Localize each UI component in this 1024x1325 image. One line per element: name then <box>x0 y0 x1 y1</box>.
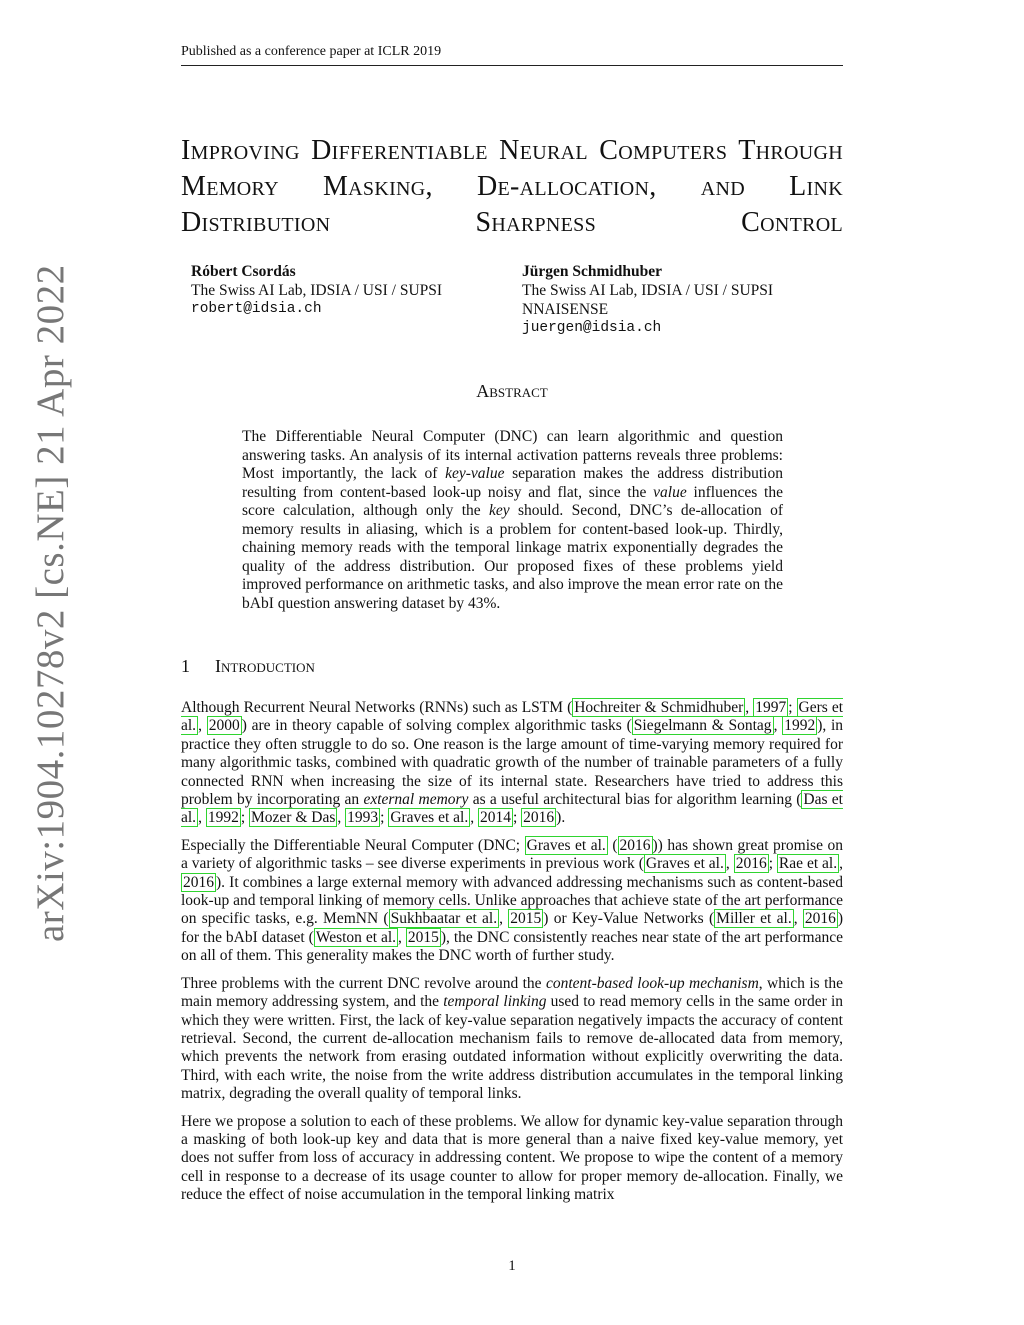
paper-title: Improving Differentiable Neural Computers Through Memory Masking, De-allocation, and Link Distribution Sharpness Control <box>181 135 843 238</box>
citation-link[interactable]: Siegelmann & Sontag <box>633 717 772 735</box>
running-header: Published as a conference paper at ICLR 2019 <box>181 44 843 66</box>
citation-link[interactable]: 2016 <box>619 836 651 854</box>
abstract-heading: Abstract <box>476 381 548 401</box>
section-title: Introduction <box>215 656 315 676</box>
citation-link[interactable]: 1997 <box>755 699 787 716</box>
citation-link[interactable]: Sukhbaatar et al. <box>390 910 498 928</box>
section-heading-introduction <box>181 656 315 677</box>
citation-link[interactable]: Graves et al. <box>526 836 606 854</box>
abstract-text: The Differentiable Neural Computer (DNC) can learn algorithmic and question answering tasks. An analysis of its internal activation patterns reveals three problems: Most importantly, the lack of key-value separation makes the address distribution resulting from content-based look-up noisy and flat, since the value influences the score calculation, although only the key should. Second, DNC’s de-allocation of memory results in aliasing, which is a problem for content-based look-up. Thirdly, chaining memory reads with the temporal linkage matrix exponentially degrades the quality of the address distribution. Our proposed fixes of these problems yield improved performance on arithmetic tasks, and also improve the mean error rate on the bAbI question answering dataset by 43%. <box>242 428 783 612</box>
citation-link[interactable]: Mozer & Das <box>251 809 336 827</box>
author-2-name: Jürgen Schmidhuber <box>522 263 662 280</box>
citation-link[interactable]: Miller et al. <box>716 910 792 928</box>
citation-link[interactable]: Gers et al. <box>181 699 844 735</box>
citation-link[interactable]: 2015 <box>407 928 439 946</box>
paragraph-4: Here we propose a solution to each of these problems. We allow for dynamic key-value separation through a masking of both look-up key and data that is more general than a naive fixed key-value memory, yet does not suffer from loss of accuracy in addressing content. We propose to wipe the content of a memory cell in response to a decrease of its usage counter to allow for proper memory de-allocation. Finally, we reduce the effect of noise accumulation in the temporal linking matrix <box>181 1112 843 1204</box>
citation-link[interactable]: 2000 <box>208 717 240 735</box>
citation-link[interactable]: 1992 <box>207 809 239 827</box>
paragraph-2: Especially the Differentiable Neural Computer (DNC; Graves et al. ( 2016 )) has shown great promise on a variety of algorithmic tasks – see diverse experiments in previous work ( Graves et al. , 2016 ; Rae et al. , 2016 ). It combines a large external memory with advanced addressing mechanisms such as content-based look-up and temporal linking of memory cells. Unlike approaches that achieve state of the art performance on specific tasks, e.g. MemNN ( Sukhbaatar et al. , 2015 ) or Key-Value Networks ( Miller et al. , 2016 ) for the bAbI dataset ( Weston et al. , 2015 ), the DNC consistently reaches near state of the art performance on all of them. This generality makes the DNC worth of further study. <box>181 836 844 965</box>
author-2 <box>522 262 773 338</box>
introduction-body <box>181 699 843 1214</box>
section-number: 1 <box>181 656 190 676</box>
author-2-affiliation: The Swiss AI Lab, IDSIA / USI / SUPSI <box>522 282 774 299</box>
author-2-email[interactable]: juergen@idsia.ch <box>522 320 662 336</box>
citation-link[interactable]: Rae et al. <box>778 855 838 873</box>
citation-link[interactable]: 1993 <box>347 809 379 827</box>
citation-link[interactable]: 2016 <box>523 809 555 827</box>
citation-link[interactable]: 1992 <box>784 717 816 735</box>
paragraph-1: Although Recurrent Neural Networks (RNNs) such as LSTM ( Hochreiter & Schmidhuber , 1997 ; Gers et al. , 2000 ) are in theory capable of solving complex algorithmic tasks ( Siegelmann & Sontag , 1992 ), in practice they often struggle to do so. One reason is the large amount of time-varying memory required for many algorithmic tasks, combined with quadratic growth of the number of trainable parameters of a fully connected RNN when increasing the size of its internal state. Researchers have tried to address this problem by incorporating an external memory as a useful architectural bias for algorithm learning ( Das et al. , 1992 ; Mozer & Das , 1993 ; Graves et al. , 2014 ; 2016 ). <box>181 699 844 827</box>
citation-link[interactable]: Hochreiter & Schmidhuber <box>574 699 744 716</box>
citation-link[interactable]: Das et al. <box>181 791 843 827</box>
citation-link[interactable]: 2016 <box>735 855 767 873</box>
author-1-affiliation: The Swiss AI Lab, IDSIA / USI / SUPSI <box>191 282 443 299</box>
author-2-extra-affiliation: NNAISENSE <box>522 301 609 318</box>
citation-link[interactable]: 2014 <box>479 809 511 827</box>
citation-link[interactable]: 2016 <box>804 910 836 928</box>
page-number: 1 <box>508 1258 516 1274</box>
paragraph-3: Three problems with the current DNC revolve around the content-based look-up mechanism, which is the main memory addressing system, and the temporal linking used to read memory cells in the same order in which they were written. First, the lack of key-value separation negatively impacts the accuracy of content retrieval. Second, the current de-allocation mechanism fails to remove de-allocated data from memory, which prevents the network from erasing outdated information without explicitly overwriting the data. Third, with each write, the noise from the write address distribution accumulates in the temporal linking matrix, degrading the overall quality of temporal links. <box>181 974 844 1103</box>
author-1-email[interactable]: robert@idsia.ch <box>191 301 322 317</box>
citation-link[interactable]: 2016 <box>183 873 214 891</box>
citation-link[interactable]: Weston et al. <box>315 928 397 946</box>
citation-link[interactable]: Graves et al. <box>645 855 724 873</box>
arxiv-stamp: arXiv:1904.10278v2 [cs.NE] 21 Apr 2022 <box>29 264 72 942</box>
citation-link[interactable]: 2015 <box>510 910 542 928</box>
author-1-name: Róbert Csordás <box>191 263 296 280</box>
citation-link[interactable]: Graves et al. <box>390 809 469 827</box>
author-1 <box>191 262 442 319</box>
